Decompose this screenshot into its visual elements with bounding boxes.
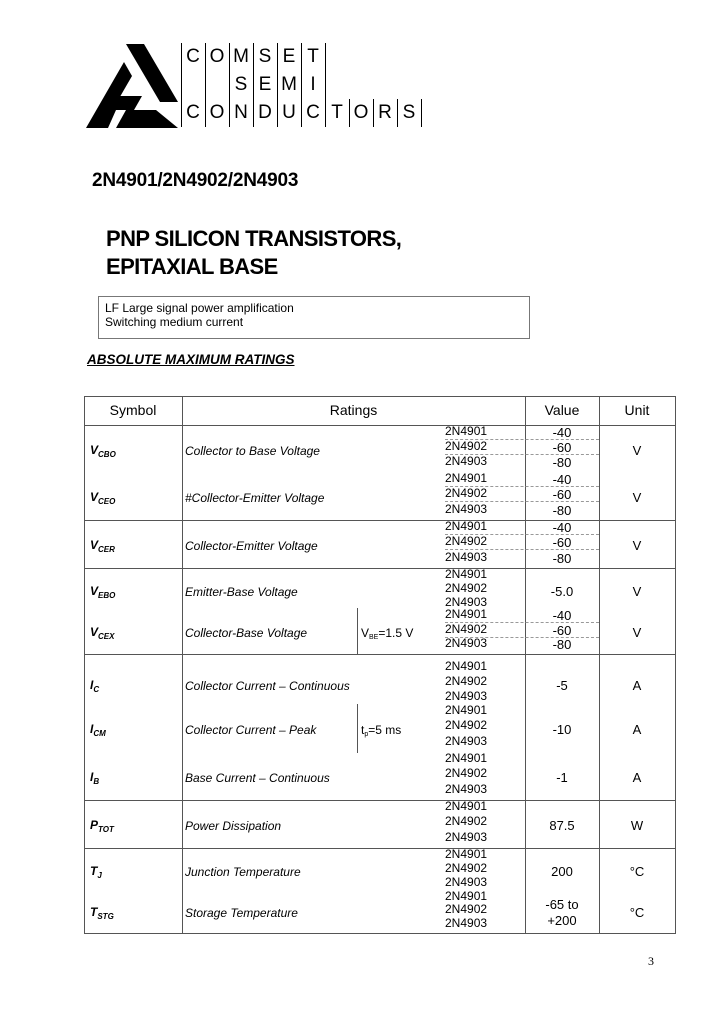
device-type: 2N4901 <box>445 607 488 621</box>
symbol-subscript: CM <box>93 729 106 738</box>
condition-value: =1.5 V <box>378 626 414 640</box>
table-rule <box>357 608 358 655</box>
device-type: 2N4902 <box>445 581 488 595</box>
rating-value: 87.5 <box>549 818 575 833</box>
logo-letter: T <box>331 102 343 123</box>
table-rule <box>84 568 675 569</box>
condition-value: =5 ms <box>368 723 402 737</box>
symbol-cell <box>90 864 102 880</box>
logo-divider <box>421 99 422 127</box>
device-type: 2N4902 <box>445 621 488 636</box>
logo-letter: S <box>234 74 248 95</box>
device-type: 2N4901 <box>445 424 488 438</box>
symbol-subscript: J <box>97 871 102 880</box>
parameter-name: Collector Current – Continuous <box>185 678 350 693</box>
section-title: ABSOLUTE MAXIMUM RATINGS <box>87 352 295 367</box>
rating-value: -80 <box>552 502 572 518</box>
description-line-1: LF Large signal power amplification <box>105 301 294 315</box>
logo-letter: M <box>233 46 249 67</box>
logo-divider <box>181 43 182 127</box>
rating-unit: V <box>632 584 642 599</box>
logo-letter: I <box>310 74 316 95</box>
device-type: 2N4901 <box>445 799 488 813</box>
symbol-subscript: STG <box>97 912 114 921</box>
symbol-letter: V <box>90 490 99 504</box>
device-type: 2N4903 <box>445 829 488 844</box>
company-logo-wordmark <box>183 43 423 127</box>
symbol-subscript: CEX <box>98 632 115 641</box>
table-rule <box>357 704 358 753</box>
document-title-line-1: PNP SILICON TRANSISTORS, <box>106 226 402 251</box>
device-type: 2N4903 <box>445 501 488 516</box>
device-type: 2N4902 <box>445 861 488 875</box>
symbol-cell <box>90 625 114 641</box>
table-rule <box>599 396 600 934</box>
device-type: 2N4901 <box>445 519 488 533</box>
rating-unit: V <box>632 538 642 553</box>
symbol-letter: I <box>90 677 94 692</box>
rating-value: -80 <box>552 637 572 653</box>
logo-divider <box>373 99 374 127</box>
logo-letter: U <box>282 102 296 123</box>
rating-value: -60 <box>552 440 572 455</box>
device-type: 2N4901 <box>445 567 488 581</box>
rating-value: -40 <box>552 425 572 440</box>
logo-letter: M <box>281 74 297 95</box>
device-type: 2N4903 <box>445 549 488 564</box>
document-title-line-2: EPITAXIAL BASE <box>106 254 278 279</box>
rating-value: -40 <box>552 608 572 623</box>
device-type: 2N4903 <box>445 454 488 468</box>
rating-value: -1 <box>556 770 568 785</box>
symbol-letter: V <box>90 625 99 639</box>
symbol-letter: I <box>90 770 94 784</box>
logo-letter: C <box>306 102 320 123</box>
parameter-name: Collector to Base Voltage <box>185 443 320 458</box>
test-condition <box>361 626 413 641</box>
logo-letter: T <box>307 46 319 67</box>
logo-divider <box>349 99 350 127</box>
rating-value: -40 <box>552 472 572 487</box>
parameter-name: Collector-Base Voltage <box>185 626 308 640</box>
parameter-name: Storage Temperature <box>185 906 298 920</box>
rating-unit: A <box>632 770 642 785</box>
device-type: 2N4903 <box>445 689 488 703</box>
device-type: 2N4901 <box>445 751 488 765</box>
symbol-cell <box>90 905 114 921</box>
symbol-subscript: B <box>93 777 100 786</box>
logo-divider <box>253 43 254 127</box>
rating-value: -80 <box>552 550 572 566</box>
device-type: 2N4901 <box>445 703 488 717</box>
symbol-subscript: C <box>93 684 100 694</box>
table-rule <box>84 654 675 655</box>
rating-value: -60 <box>552 487 572 503</box>
logo-divider <box>397 99 398 127</box>
logo-letter: O <box>209 46 225 67</box>
logo-divider <box>205 43 206 127</box>
logo-letter: S <box>258 46 272 67</box>
device-type: 2N4902 <box>445 486 488 501</box>
parameter-name: Collector Current – Peak <box>185 723 317 737</box>
rating-value: -10 <box>552 722 572 737</box>
table-rule <box>84 848 675 849</box>
logo-letter: C <box>186 102 200 123</box>
device-type: 2N4901 <box>445 847 488 861</box>
test-condition <box>361 723 401 738</box>
rating-unit: °C <box>629 864 645 879</box>
symbol-letter: V <box>90 442 99 457</box>
device-type: 2N4902 <box>445 766 488 781</box>
ratings-table <box>84 396 675 933</box>
logo-letter: E <box>282 46 296 67</box>
symbol-letter: V <box>90 538 99 552</box>
device-type: 2N4902 <box>445 718 488 733</box>
logo-divider <box>277 43 278 127</box>
condition-subscript: BE <box>369 634 379 641</box>
device-type: 2N4902 <box>445 814 488 829</box>
rating-unit: V <box>632 490 642 505</box>
symbol-cell <box>90 538 115 554</box>
rating-unit: W <box>630 818 644 833</box>
comset-logo-icon <box>86 44 178 128</box>
table-rule <box>84 933 675 934</box>
symbol-subscript: EBO <box>98 591 116 600</box>
logo-letter: C <box>186 46 200 67</box>
rating-value: -80 <box>552 455 572 470</box>
device-type: 2N4903 <box>445 875 488 889</box>
table-rule <box>84 396 675 397</box>
device-type: 2N4901 <box>445 659 488 673</box>
symbol-letter: I <box>90 722 94 736</box>
symbol-letter: V <box>90 584 99 598</box>
rating-unit: °C <box>629 905 645 920</box>
symbol-subscript: TOT <box>98 825 114 834</box>
device-type: 2N4902 <box>445 439 488 453</box>
rating-value: -60 <box>552 535 572 551</box>
symbol-letter: P <box>90 818 99 832</box>
device-type: 2N4901 <box>445 471 488 485</box>
logo-letter: R <box>378 102 392 123</box>
parameter-name: Collector-Emitter Voltage <box>185 539 318 553</box>
condition-symbol: t <box>361 723 365 737</box>
rating-unit: V <box>632 442 642 458</box>
logo-divider <box>301 43 302 127</box>
header-ratings: Ratings <box>329 402 378 418</box>
description-box <box>98 296 530 339</box>
rating-value: -65 to <box>545 897 579 912</box>
header-value: Value <box>544 402 580 418</box>
symbol-cell <box>90 443 116 459</box>
symbol-cell <box>90 584 115 600</box>
logo-letter: E <box>258 74 272 95</box>
logo-divider <box>325 43 326 127</box>
device-type: 2N4903 <box>445 636 488 651</box>
device-type: 2N4902 <box>445 534 488 549</box>
rating-value: -40 <box>552 520 572 535</box>
rating-value: -5 <box>556 677 568 693</box>
symbol-subscript: CEO <box>98 497 116 506</box>
logo-letter: D <box>258 102 272 123</box>
parameter-name: Base Current – Continuous <box>185 771 330 785</box>
symbol-cell <box>90 722 106 738</box>
page-number: 3 <box>648 954 654 968</box>
part-number-title: 2N4901/2N4902/2N4903 <box>92 170 299 191</box>
parameter-name: Emitter-Base Voltage <box>185 585 298 599</box>
table-rule <box>182 396 183 934</box>
symbol-cell <box>90 678 99 694</box>
symbol-subscript: CBO <box>98 449 116 459</box>
symbol-letter: T <box>90 905 98 919</box>
condition-subscript: p <box>364 731 369 738</box>
rating-unit: V <box>632 625 642 640</box>
logo-letter: O <box>209 102 225 123</box>
device-type: 2N4902 <box>445 674 488 688</box>
condition-symbol: V <box>361 626 370 640</box>
logo-letter: N <box>234 102 248 123</box>
description-line-2: Switching medium current <box>105 315 244 329</box>
rating-value: -5.0 <box>550 584 574 599</box>
device-type: 2N4903 <box>445 781 488 796</box>
rating-unit: A <box>632 677 642 693</box>
table-rule <box>84 396 85 934</box>
symbol-letter: T <box>90 864 98 878</box>
device-type: 2N4903 <box>445 595 488 609</box>
parameter-name: Junction Temperature <box>185 865 301 879</box>
table-rule <box>84 800 675 801</box>
device-type: 2N4901 <box>445 889 488 903</box>
header-symbol: Symbol <box>109 402 157 418</box>
parameter-name: #Collector-Emitter Voltage <box>185 491 325 505</box>
logo-letter: O <box>353 102 369 123</box>
rating-value: -60 <box>552 622 572 638</box>
device-type: 2N4903 <box>445 915 488 930</box>
symbol-cell <box>90 490 115 506</box>
header-unit: Unit <box>624 402 650 418</box>
device-type: 2N4903 <box>445 733 488 748</box>
parameter-name: Power Dissipation <box>185 819 282 833</box>
rating-value: +200 <box>547 913 577 928</box>
logo-divider <box>229 43 230 127</box>
symbol-cell <box>90 770 99 786</box>
rating-unit: A <box>632 722 642 737</box>
table-rule <box>675 396 676 934</box>
logo-letter: S <box>402 102 416 123</box>
device-type: 2N4902 <box>445 902 488 917</box>
rating-value: 200 <box>551 864 573 879</box>
symbol-subscript: CER <box>98 545 115 554</box>
symbol-cell <box>90 818 114 834</box>
